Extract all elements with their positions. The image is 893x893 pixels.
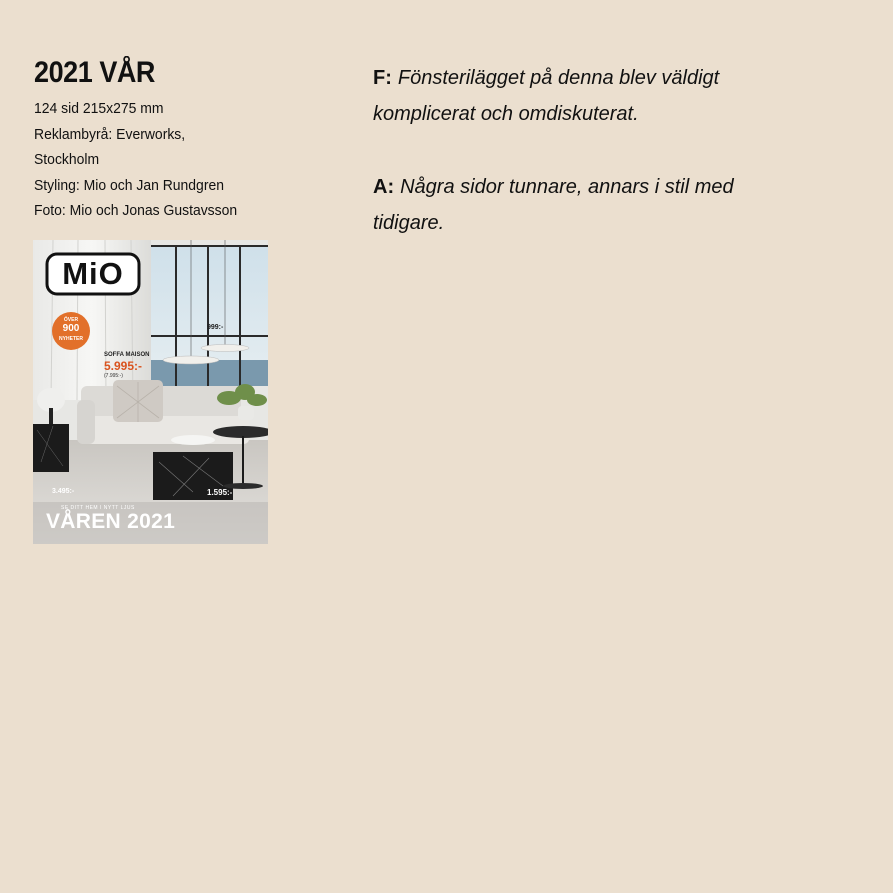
- cover-tagline: SE DITT HEM I NYTT LJUS: [61, 505, 135, 511]
- answer-label: A:: [373, 176, 395, 198]
- cover-logo: MiO: [62, 256, 124, 291]
- spec-agency-city: Stockholm: [34, 151, 100, 168]
- cover-season-title: VÅREN 2021: [46, 510, 176, 533]
- sofa-old-price: (7.995:-): [104, 373, 123, 379]
- spec-size: 124 sid 215x275 mm: [34, 100, 164, 117]
- badge-bottom-text: NYHETER: [59, 336, 83, 342]
- catalog-cover-image: [33, 240, 268, 544]
- answer-text: Några sidor tunnare, annars i stil med tidigare.: [373, 176, 734, 234]
- question-label: F:: [373, 67, 392, 89]
- table-price: 1.595:-: [207, 488, 233, 497]
- qa-section: [373, 60, 793, 278]
- badge-top-text: ÖVER: [63, 317, 79, 323]
- catalog-title: 2021 VÅR: [34, 56, 155, 89]
- spec-agency: Reklambyrå: Everworks,: [34, 125, 186, 143]
- sofa-name: SOFFA MAISON: [104, 352, 150, 358]
- question-text: Fönsterilägget på denna blev väldigt komplicerat och omdiskuterat.: [373, 67, 720, 125]
- badge-number: 900: [62, 323, 80, 334]
- catalog-info: [34, 56, 284, 224]
- spec-styling: Styling: Mio och Jan Rundgren: [34, 176, 224, 194]
- question-block: [373, 60, 793, 132]
- chair-price: 3.495:-: [52, 488, 75, 495]
- answer-block: [373, 169, 793, 241]
- sofa-price: 5.995:-: [104, 359, 143, 373]
- lamp-price: 999:-: [207, 324, 224, 331]
- spec-photo: Foto: Mio och Jonas Gustavsson: [34, 202, 238, 219]
